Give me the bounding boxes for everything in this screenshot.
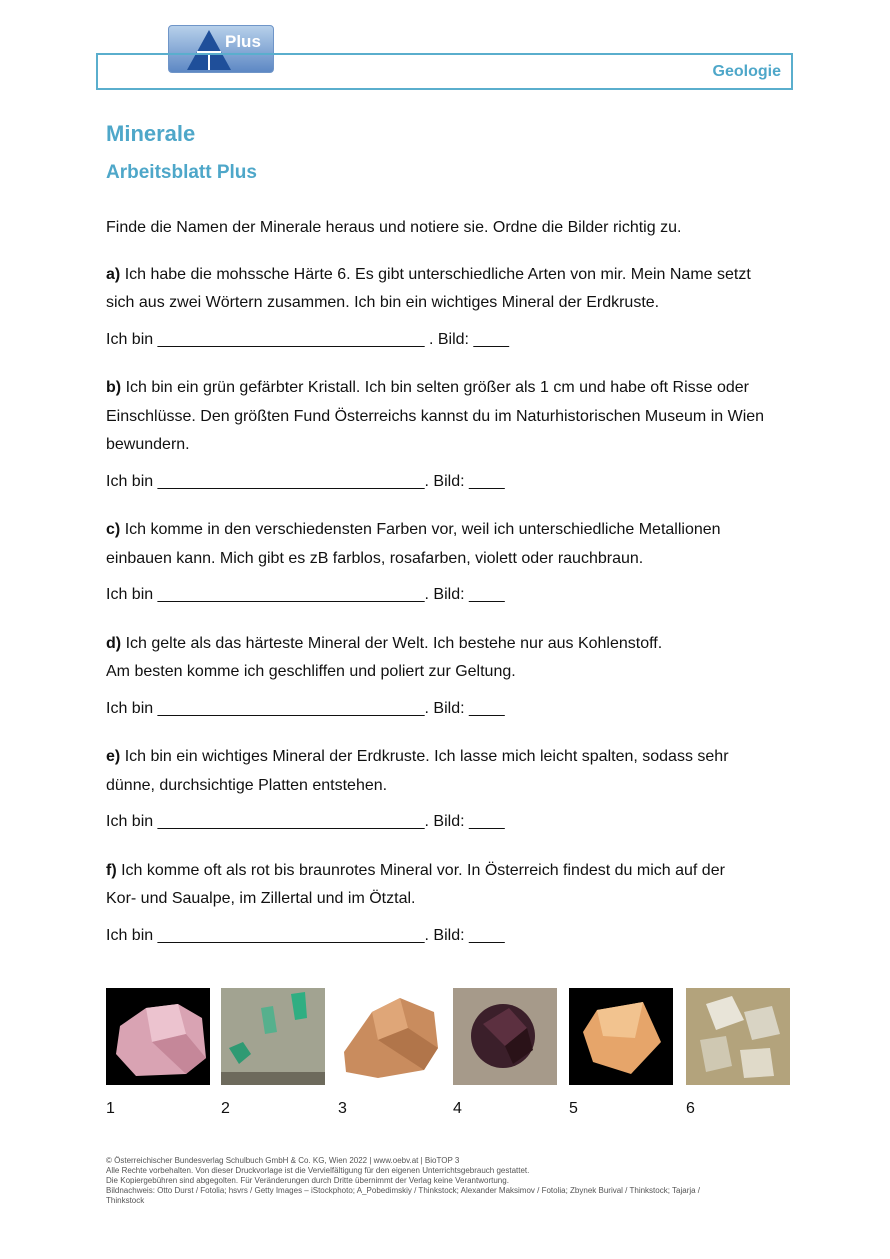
task-line: Ich gelte als das härteste Mineral der Welt. Ich bestehe nur aus Kohlenstoff. — [125, 634, 663, 652]
picture-2 — [221, 988, 325, 1118]
picture-number: 6 — [686, 1100, 695, 1117]
mica-image — [686, 988, 790, 1085]
worksheet-content — [106, 214, 796, 970]
garnet-image — [453, 988, 557, 1085]
subject-label: Geologie — [712, 63, 781, 80]
task-line: einbauen kann. Mich gibt es zB farblos, rosafarben, violett oder rauchbraun. — [106, 549, 644, 567]
task-text — [106, 743, 796, 772]
picture-number: 1 — [106, 1100, 115, 1117]
picture-number: 2 — [221, 1100, 230, 1117]
answer-line-a[interactable]: Ich bin ______________________________ . Bild: ____ — [106, 330, 510, 348]
mineral-pictures — [106, 988, 790, 1118]
task-text — [106, 857, 796, 886]
answer-line-c[interactable]: Ich bin ______________________________. Bild: ____ — [106, 586, 505, 603]
copyright-footer — [106, 1156, 786, 1206]
footer-line: © Österreichischer Bundesverlag Schulbuch GmbH & Co. KG, Wien 2022 | www.oebv.at | BioTOP 3 — [106, 1156, 460, 1165]
task-line: Ich komme in den verschiedensten Farben vor, weil ich unterschiedliche Metallionen — [124, 521, 721, 538]
task-line: Ich bin ein grün gefärbter Kristall. Ich bin selten größer als 1 cm und habe oft Risse oder — [125, 379, 749, 396]
task-label: c) — [106, 521, 121, 538]
task-text — [106, 374, 796, 403]
picture-number: 4 — [453, 1100, 462, 1117]
task-f — [106, 857, 796, 914]
picture-number: 3 — [338, 1100, 347, 1117]
picture-6 — [686, 988, 790, 1118]
task-label: f) — [106, 861, 117, 879]
answer-line-b[interactable]: Ich bin ______________________________. Bild: ____ — [106, 472, 505, 490]
emerald-image — [221, 988, 325, 1085]
task-line: bewundern. — [106, 436, 190, 453]
task-line: Kor- und Saualpe, im Zillertal und im Ötztal. — [106, 890, 416, 907]
picture-4 — [453, 988, 557, 1118]
footer-line: Bildnachweis: Otto Durst / Fotolia; hsvrs / Getty Images – iStockphoto; A_Pobedimskiy / Thinkstock; Alexander Maksimov / Fotolia; Zbynek Burival / Thinkstock; Tajarja / — [106, 1186, 701, 1195]
header-bar — [96, 53, 793, 90]
page-subtitle: Arbeitsblatt Plus — [106, 162, 257, 183]
task-line: sich aus zwei Wörtern zusammen. Ich bin ein wichtiges Mineral der Erdkruste. — [106, 294, 660, 311]
picture-5 — [569, 988, 673, 1118]
answer-line-d[interactable]: Ich bin ______________________________. Bild: ____ — [106, 699, 505, 717]
rose-quartz-image — [106, 988, 210, 1085]
task-label: a) — [106, 265, 121, 283]
task-e — [106, 743, 796, 800]
task-b — [106, 374, 796, 460]
task-line: Am besten komme ich geschliffen und poliert zur Geltung. — [106, 663, 516, 680]
task-label: e) — [106, 748, 121, 765]
picture-3 — [338, 988, 442, 1118]
task-text — [106, 261, 796, 290]
answer-line-f[interactable]: Ich bin ______________________________. Bild: ____ — [106, 926, 505, 944]
task-line: Ich bin ein wichtiges Mineral der Erdkruste. Ich lasse mich leicht spalten, sodass sehr — [124, 748, 729, 765]
task-line: Einschlüsse. Den größten Fund Österreichs kannst du im Naturhistorischen Museum in Wien — [106, 407, 765, 425]
task-text — [106, 516, 796, 545]
task-line: dünne, durchsichtige Platten entstehen. — [106, 776, 388, 794]
task-label: d) — [106, 634, 122, 652]
picture-1 — [106, 988, 210, 1118]
task-a — [106, 261, 796, 318]
task-d — [106, 630, 796, 687]
feldspar-image — [338, 988, 442, 1085]
task-label: b) — [106, 379, 122, 396]
footer-line: Alle Rechte vorbehalten. Von dieser Druckvorlage ist die Vervielfältigung für den eigenen Unterrichtsgebrauch gestattet. — [106, 1166, 530, 1175]
footer-line: Thinkstock — [106, 1196, 145, 1205]
picture-number: 5 — [569, 1100, 578, 1117]
logo-text: Plus — [225, 32, 261, 51]
task-line: Ich habe die mohssche Härte 6. Es gibt unterschiedliche Arten von mir. Mein Name setzt — [124, 265, 751, 283]
page-title: Minerale — [106, 121, 196, 146]
task-line: Ich komme oft als rot bis braunrotes Mineral vor. In Österreich findest du mich auf der — [121, 861, 725, 879]
diamond-image — [569, 988, 673, 1085]
answer-line-e[interactable]: Ich bin ______________________________. Bild: ____ — [106, 813, 505, 830]
task-text — [106, 630, 796, 659]
intro-text: Finde die Namen der Minerale heraus und notiere sie. Ordne die Bilder richtig zu. — [106, 219, 682, 236]
task-c — [106, 516, 796, 573]
footer-line: Die Kopiergebühren sind abgegolten. Für Veränderungen durch Dritte übernimmt der Verlag keine Verantwortung. — [106, 1176, 509, 1185]
